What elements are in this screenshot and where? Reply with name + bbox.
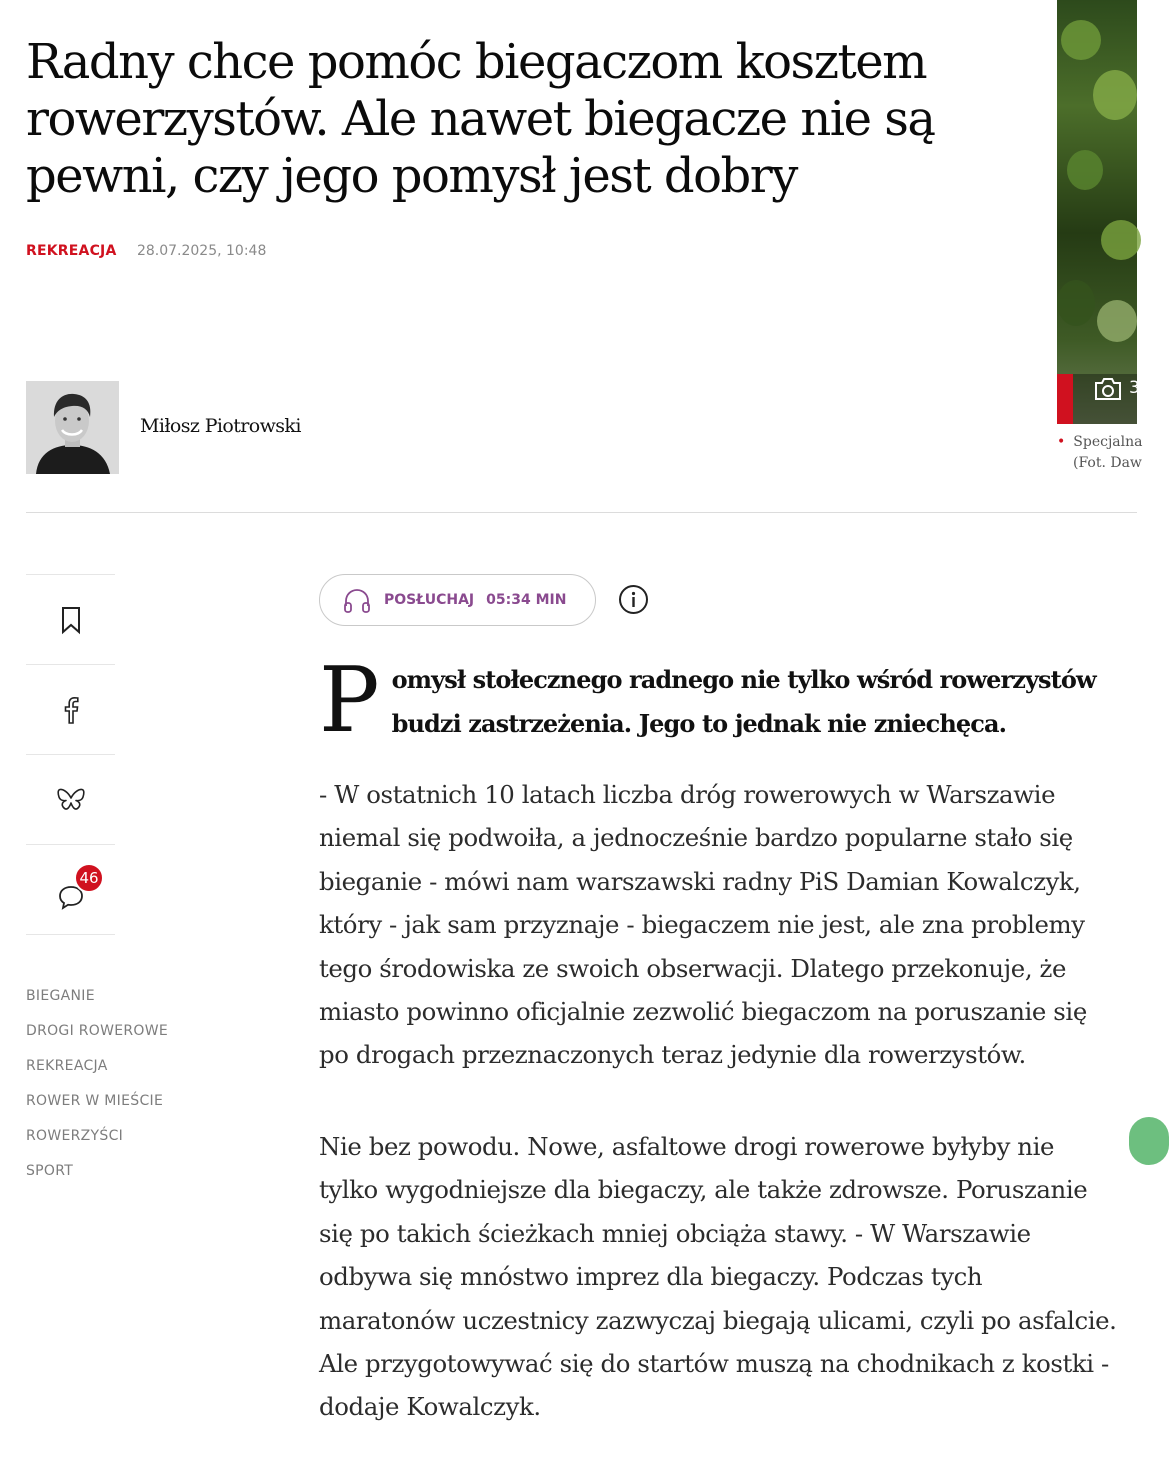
body-paragraph: - W ostatnich 10 latach liczba dróg rowerowych w Warszawie niemal się podwoiła, a jednocześnie bardzo popularne stało się bieganie - mówi nam warszawski radny PiS Damian Kowalczyk, który - jak sam przyznaje - biegaczem nie jest, ale zna problemy tego środowiska ze swoich obserwacji. Dlatego przekonuje, że miasto powinno oficjalnie zezwolić biegaczom na poruszanie się po drogach przeznaczonych teraz jedynie dla rowerzystów. <box>319 780 1087 1070</box>
bluesky-icon <box>57 788 85 812</box>
foliage <box>1061 20 1101 60</box>
listen-button[interactable] <box>319 574 596 626</box>
hero-accent-bar <box>1057 374 1073 424</box>
photo-count: 3 <box>1129 378 1140 398</box>
author-photo <box>26 381 119 474</box>
article-lead <box>319 648 1119 753</box>
bluesky-share-button[interactable] <box>26 754 115 844</box>
headphones-icon <box>342 586 372 614</box>
article-meta <box>26 243 266 259</box>
drop-cap: P <box>319 648 380 753</box>
article-title: Radny chce pomóc biegaczom kosztem rowerzystów. Ale nawet biegacze nie są pewni, czy jego pomysł jest dobry <box>26 34 935 204</box>
section-divider <box>26 512 1137 513</box>
tag-link[interactable]: ROWER W MIEŚCIE <box>26 1093 164 1109</box>
foliage <box>1097 300 1137 342</box>
caption-text: Specjalna <box>1073 434 1143 450</box>
lead-text: omysł stołecznego radnego nie tylko wśród rowerzystów budzi zastrzeżenia. Jego to jednak nie zniechęca. <box>391 665 1096 738</box>
facebook-share-button[interactable] <box>26 664 115 754</box>
floating-action-button[interactable] <box>1129 1117 1169 1165</box>
tag-link[interactable]: DROGI ROWEROWE <box>26 1023 169 1039</box>
comment-count-badge: 46 <box>74 863 104 893</box>
tag-list <box>26 988 168 1198</box>
foliage <box>1101 220 1141 260</box>
listen-label: POSŁUCHAJ <box>384 592 475 608</box>
photo-caption <box>1057 432 1143 474</box>
bookmark-icon <box>59 606 83 634</box>
caption-credit: (Fot. Daw <box>1073 455 1142 471</box>
bookmark-button[interactable] <box>26 574 115 664</box>
comments-button[interactable] <box>26 844 115 935</box>
tag-link[interactable]: ROWERZYŚCI <box>26 1128 124 1144</box>
hero-image[interactable] <box>1057 0 1140 424</box>
author-name[interactable]: Miłosz Piotrowski <box>140 415 301 437</box>
foliage <box>1057 280 1095 326</box>
category-link[interactable]: REKREACJA <box>26 243 117 259</box>
caption-bullet: • <box>1057 434 1066 450</box>
camera-icon[interactable] <box>1093 376 1123 402</box>
info-icon[interactable] <box>618 584 649 615</box>
foliage <box>1067 150 1103 190</box>
body-paragraph: Nie bez powodu. Nowe, asfaltowe drogi rowerowe byłyby nie tylko wygodniejsze dla biegaczy, ale także zdrowsze. Poruszanie się po takich ścieżkach mniej obciąża stawy. - W Warszawie odbywa się mnóstwo imprez dla biegaczy. Podczas tych maratonów uczestnicy zazwyczaj biegają ulicami, czyli po asfalcie. Ale przygotowywać się do startów muszą na chodnikach z kostki - dodaje Kowalczyk. <box>319 1132 1117 1422</box>
tag-link[interactable]: SPORT <box>26 1163 74 1179</box>
listen-duration: 05:34 MIN <box>486 592 567 608</box>
tag-link[interactable]: REKREACJA <box>26 1058 108 1074</box>
tag-link[interactable]: BIEGANIE <box>26 988 95 1004</box>
foliage <box>1093 70 1137 120</box>
author-avatar[interactable] <box>26 381 119 474</box>
share-bar <box>26 574 115 935</box>
facebook-icon <box>61 695 81 725</box>
publish-date: 28.07.2025, 10:48 <box>136 243 267 259</box>
